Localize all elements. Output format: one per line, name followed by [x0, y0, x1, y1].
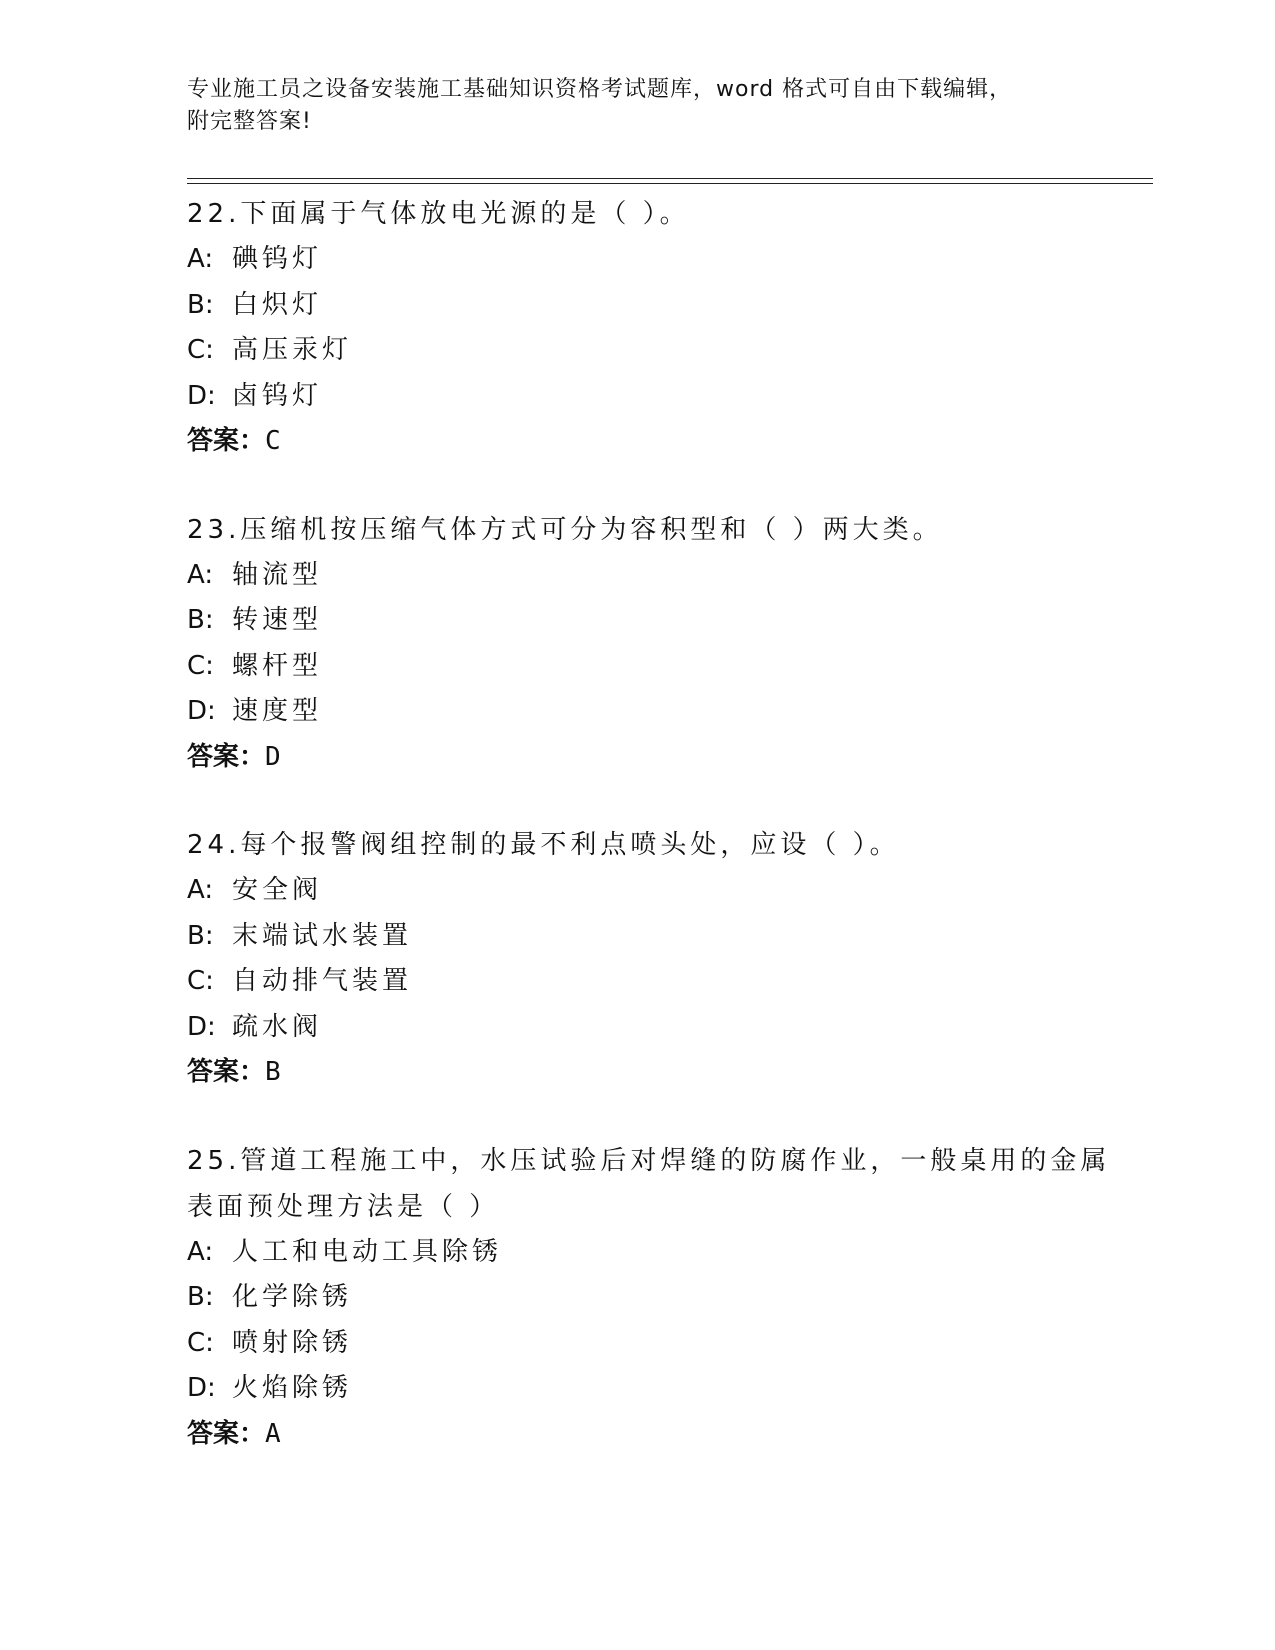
option-c	[187, 959, 1127, 1005]
question-24	[187, 822, 1127, 1096]
option-a	[187, 868, 1127, 914]
option-d	[187, 1005, 1127, 1051]
option-key: D:	[187, 380, 216, 411]
option-text: 喷射除锈	[232, 1327, 353, 1358]
option-key: D:	[187, 1373, 216, 1403]
option-d	[187, 374, 1127, 420]
option-c	[187, 1321, 1127, 1367]
option-d	[187, 1366, 1127, 1412]
option-key: B:	[187, 605, 214, 635]
answer-value: D	[265, 741, 281, 772]
option-b	[187, 914, 1127, 960]
question-22	[187, 191, 1127, 465]
answer-label: 答案：	[187, 426, 266, 456]
question-list	[187, 191, 1127, 1499]
option-a	[187, 237, 1127, 283]
option-key: A:	[187, 559, 214, 590]
question-stem-line-2: 表面预处理方法是（ ）	[187, 1191, 500, 1222]
option-key: A:	[187, 1236, 214, 1267]
option-key: A:	[187, 244, 214, 274]
option-text: 碘钨灯	[232, 244, 323, 274]
option-text: 白炽灯	[232, 289, 323, 320]
answer-value: A	[265, 1418, 281, 1449]
option-text: 安全阀	[232, 875, 323, 905]
option-b	[187, 1275, 1127, 1321]
question-25	[187, 1138, 1127, 1458]
answer-line	[187, 1412, 1127, 1458]
option-key: C:	[187, 966, 214, 996]
option-c	[187, 644, 1127, 690]
option-key: C:	[187, 1327, 214, 1358]
option-key: D:	[187, 1011, 216, 1042]
header-line-2: 附完整答案!	[187, 109, 312, 134]
answer-line	[187, 735, 1127, 781]
option-a	[187, 553, 1127, 599]
answer-label: 答案：	[187, 1418, 266, 1449]
question-stem: 23.压缩机按压缩气体方式可分为容积型和（ ）两大类。	[187, 514, 943, 545]
header-divider-bottom	[187, 183, 1153, 184]
answer-label: 答案：	[187, 1057, 266, 1087]
option-text: 高压汞灯	[232, 335, 353, 365]
option-key: C:	[187, 650, 214, 681]
answer-value: C	[265, 426, 281, 456]
answer-value: B	[265, 1057, 281, 1087]
option-b	[187, 283, 1127, 329]
question-stem: 24.每个报警阀组控制的最不利点喷头处，应设（ ）。	[187, 830, 900, 860]
question-stem-line-1: 25.管道工程施工中，水压试验后对焊缝的防腐作业，一般桌用的金属	[187, 1145, 1111, 1176]
option-text: 火焰除锈	[232, 1373, 353, 1403]
option-key: B:	[187, 1282, 214, 1312]
option-key: A:	[187, 875, 214, 905]
option-text: 螺杆型	[232, 650, 323, 681]
option-text: 末端试水装置	[232, 920, 413, 951]
question-stem: 22.下面属于气体放电光源的是（ ）。	[187, 199, 690, 229]
answer-label: 答案：	[187, 741, 266, 772]
option-text: 疏水阀	[232, 1011, 323, 1042]
option-key: B:	[187, 289, 214, 320]
answer-line	[187, 419, 1127, 465]
option-key: C:	[187, 335, 214, 365]
option-d	[187, 689, 1127, 735]
option-key: D:	[187, 696, 216, 726]
option-a	[187, 1230, 1127, 1276]
answer-line	[187, 1050, 1127, 1096]
option-b	[187, 598, 1127, 644]
option-text: 轴流型	[232, 559, 323, 590]
option-text: 人工和电动工具除锈	[232, 1236, 503, 1267]
option-c	[187, 328, 1127, 374]
header-line-1: 专业施工员之设备安装施工基础知识资格考试题库，word 格式可自由下载编辑，	[187, 77, 1013, 102]
option-text: 速度型	[232, 696, 323, 726]
option-text: 转速型	[232, 605, 323, 635]
header-divider-top	[187, 178, 1153, 179]
option-key: B:	[187, 920, 214, 951]
document-header	[187, 74, 1087, 138]
option-text: 化学除锈	[232, 1282, 353, 1312]
option-text: 卤钨灯	[232, 380, 323, 411]
option-text: 自动排气装置	[232, 966, 413, 996]
question-23	[187, 507, 1127, 781]
